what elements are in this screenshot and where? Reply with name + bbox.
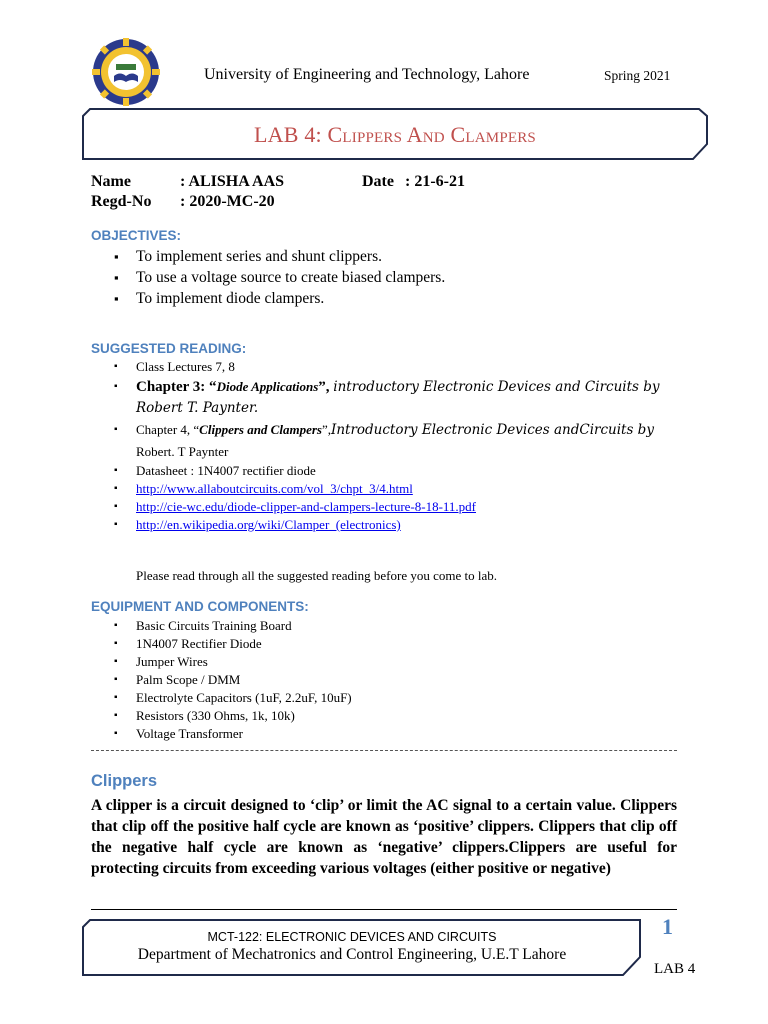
chapter4-mid: ”,	[321, 422, 331, 437]
reference-link[interactable]: http://en.wikipedia.org/wiki/Clamper_(electronics)	[136, 517, 401, 532]
reading-list	[91, 358, 677, 534]
list-item: ▪ Palm Scope / DMM	[91, 671, 677, 689]
list-item	[91, 480, 677, 498]
list-item: ▪ Voltage Transformer	[91, 725, 677, 743]
list-item: ▪ To use a voltage source to create biased clampers.	[91, 267, 677, 288]
regd-label: Regd-No	[91, 193, 152, 210]
list-item: ▪ Class Lectures 7, 8	[91, 358, 677, 376]
list-item	[91, 376, 677, 419]
chapter3-prefix: Chapter 3: “	[136, 379, 217, 395]
date-value: : 21-6-21	[405, 173, 465, 190]
name-value: : ALISHA AAS	[180, 173, 285, 190]
list-item: ▪ Basic Circuits Training Board	[91, 617, 677, 635]
chapter3-title: Diode Applications	[216, 379, 319, 394]
page-title: LAB 4: Clippers And Clampers	[254, 122, 536, 147]
department-name: Department of Mechatronics and Control Engineering, U.E.T Lahore	[137, 946, 567, 963]
list-item: ▪ To implement series and shunt clippers.	[91, 246, 677, 267]
objectives-heading: OBJECTIVES:	[91, 228, 182, 243]
list-item: ▪ Electrolyte Capacitors (1uF, 2.2uF, 10uF)	[91, 689, 677, 707]
regd-value: : 2020-MC-20	[180, 193, 275, 210]
chapter4-book: Introductory Electronic Devices andCircuits by	[331, 422, 654, 438]
chapter3-book: introductory Electronic Devices and Circuits by Robert T. Paynter.	[136, 379, 660, 416]
reading-note: Please read through all the suggested reading before you come to lab.	[136, 568, 497, 583]
equipment-list	[91, 617, 677, 743]
clippers-heading: Clippers	[91, 772, 158, 790]
date-label: Date	[362, 173, 394, 190]
list-item: ▪ Resistors (330 Ohms, 1k, 10k)	[91, 707, 677, 725]
list-item: ▪ Datasheet : 1N4007 rectifier diode	[91, 462, 677, 480]
list-item	[91, 419, 677, 462]
course-name: MCT-122: ELECTRONIC DEVICES AND CIRCUITS	[207, 930, 497, 944]
chapter3-mid: ”,	[318, 379, 334, 395]
term-label: Spring 2021	[604, 68, 671, 83]
lab-label: LAB 4	[654, 961, 696, 977]
clippers-paragraph: A clipper is a circuit designed to ‘clip’ or limit the AC signal to a certain value. Clippers that clip off the positive half cycle are known as ‘positive’ clippers. Clippers that clip off the negative half cycle are known as ‘negative’ clippers.Clippers are useful for protecting circuits from exceeding various voltages (either positive or negative)	[91, 797, 677, 877]
list-item: ▪ To implement diode clampers.	[91, 288, 677, 309]
reference-link[interactable]: http://www.allaboutcircuits.com/vol_3/chpt_3/4.html	[136, 481, 413, 496]
reading-heading: SUGGESTED READING:	[91, 341, 247, 356]
chapter4-prefix: Chapter 4, “	[136, 422, 200, 437]
list-item	[91, 498, 677, 516]
chapter4-author: Robert. T Paynter	[136, 444, 229, 459]
footer-divider	[91, 909, 677, 910]
list-item	[91, 516, 677, 534]
equipment-heading: EQUIPMENT AND COMPONENTS:	[91, 599, 309, 614]
objectives-list	[91, 246, 677, 309]
list-item: ▪ 1N4007 Rectifier Diode	[91, 635, 677, 653]
list-item: ▪ Jumper Wires	[91, 653, 677, 671]
university-logo-icon	[92, 38, 160, 106]
page-number: 1	[662, 914, 673, 939]
reference-link[interactable]: http://cie-wc.edu/diode-clipper-and-clampers-lecture-8-18-11.pdf	[136, 499, 476, 514]
university-name: University of Engineering and Technology, Lahore	[204, 66, 530, 83]
chapter4-title: Clippers and Clampers	[199, 422, 322, 437]
name-label: Name	[91, 173, 131, 190]
section-divider	[91, 750, 677, 751]
